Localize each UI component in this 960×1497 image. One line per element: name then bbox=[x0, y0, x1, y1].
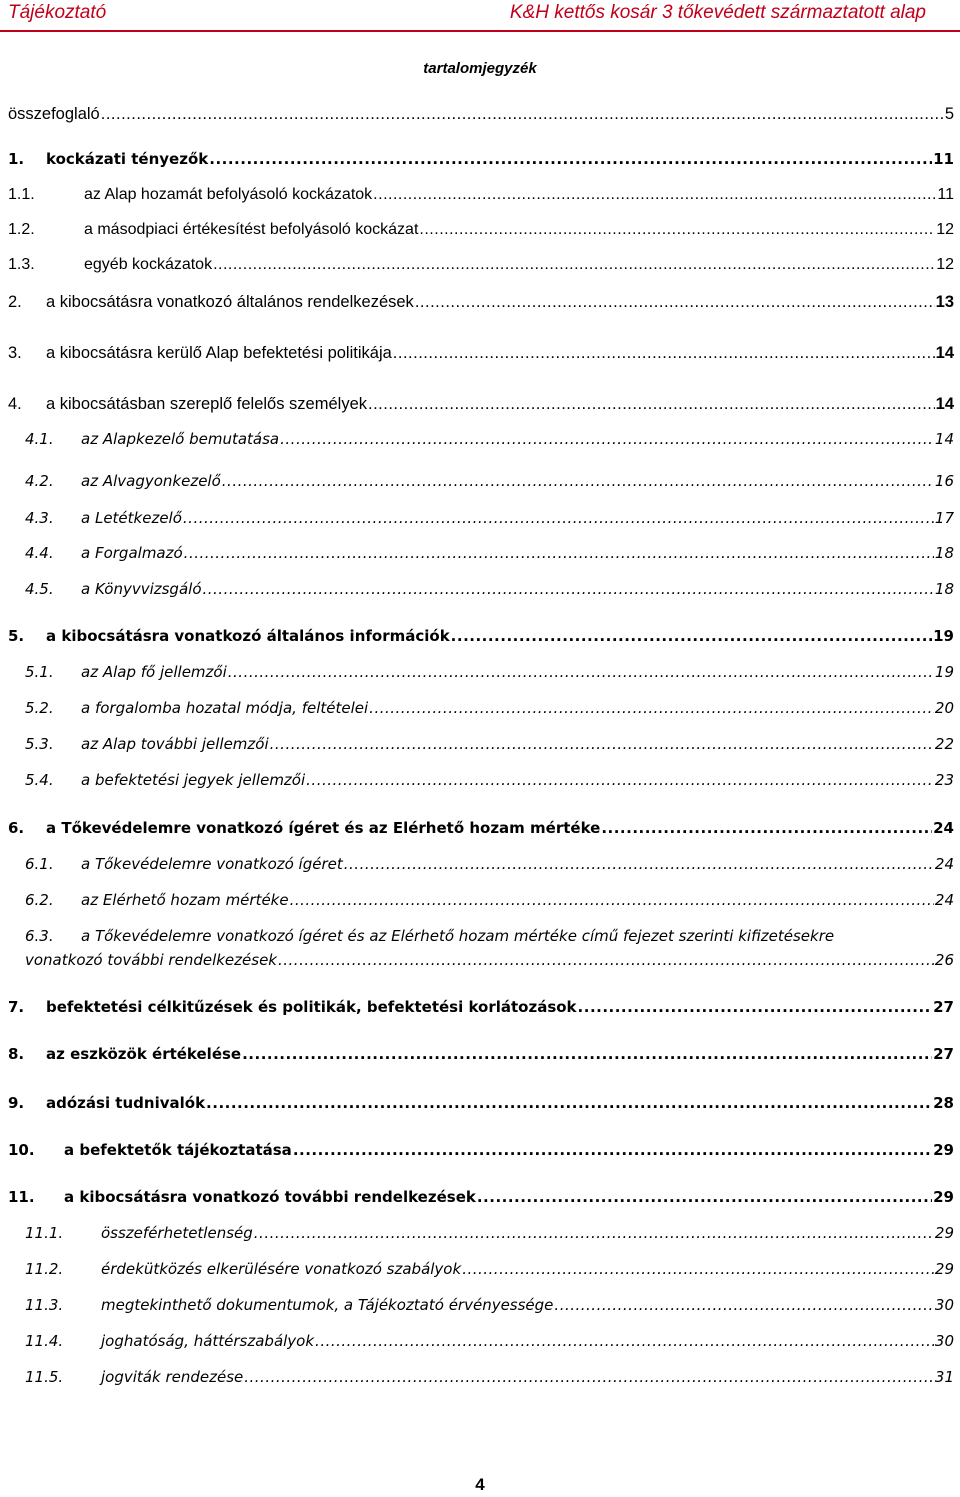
toc-entry-number: 6.1. bbox=[25, 855, 54, 873]
toc-entry-number: 6.3. bbox=[25, 927, 54, 945]
toc-entry-4-4[interactable] bbox=[8, 544, 954, 570]
toc-entry-title: befektetési célkitűzések és politikák, befektetési korlátozások bbox=[46, 998, 577, 1016]
toc-leader bbox=[601, 819, 932, 837]
toc-leader bbox=[369, 699, 934, 717]
toc-entry-title: a befektetési jegyek jellemzői bbox=[81, 771, 306, 789]
toc-entry-4-5[interactable] bbox=[8, 580, 954, 606]
toc-leader bbox=[393, 344, 935, 363]
toc-entry-title: az Alvagyonkezelő bbox=[81, 472, 221, 490]
toc-entry-number: 2. bbox=[8, 293, 22, 311]
toc-entry-page: 29 bbox=[934, 1224, 954, 1242]
toc-entry-number: 4.3. bbox=[25, 509, 54, 527]
toc-leader bbox=[101, 105, 944, 124]
toc-entry-9[interactable] bbox=[8, 1094, 954, 1120]
toc-entry-page: 28 bbox=[933, 1094, 954, 1112]
header-left-title: Tájékoztató bbox=[8, 2, 107, 23]
toc-entry-4-3[interactable] bbox=[8, 509, 954, 535]
toc-leader bbox=[228, 663, 934, 681]
toc-entry-title: adózási tudnivalók bbox=[46, 1094, 206, 1112]
header-right-title: K&H kettős kosár 3 tőkevédett származtatott alap bbox=[509, 2, 926, 23]
toc-entry-title: a kibocsátásra kerülő Alap befektetési politikája bbox=[46, 344, 392, 362]
toc-entry-4-1[interactable] bbox=[8, 430, 954, 456]
toc-entry-number: 5.3. bbox=[25, 735, 54, 753]
toc-entry-6-1[interactable] bbox=[8, 855, 954, 881]
toc-entry-title: az Alap fő jellemzői bbox=[81, 663, 227, 681]
toc-leader bbox=[578, 998, 933, 1016]
toc-leader bbox=[270, 735, 934, 753]
toc-entry-1[interactable] bbox=[8, 150, 954, 176]
toc-leader bbox=[306, 771, 934, 789]
toc-entry-title: a Könyvvizsgáló bbox=[81, 580, 202, 598]
toc-entry-number: 4.5. bbox=[25, 580, 54, 598]
toc-entry-5-1[interactable] bbox=[8, 663, 954, 689]
toc-entry-page: 14 bbox=[934, 430, 954, 448]
toc-entry-page: 14 bbox=[935, 395, 954, 413]
toc-entry-number: 11. bbox=[8, 1188, 35, 1206]
toc-entry-11-4[interactable] bbox=[8, 1332, 954, 1358]
toc-leader bbox=[293, 1141, 932, 1159]
toc-entry-number: 11.2. bbox=[25, 1260, 64, 1278]
page-number: 4 bbox=[475, 1475, 485, 1494]
toc-entry-8[interactable] bbox=[8, 1045, 954, 1071]
toc-entry-page: 27 bbox=[933, 1045, 954, 1063]
toc-entry-page: 11 bbox=[937, 186, 954, 203]
toc-entry-number: 8. bbox=[8, 1045, 25, 1063]
toc-leader bbox=[451, 627, 932, 645]
toc-leader bbox=[554, 1296, 933, 1314]
toc-entry-title: a Forgalmazó bbox=[81, 544, 183, 562]
toc-entry-page: 22 bbox=[934, 735, 954, 753]
toc-entry-title: az eszközök értékelése bbox=[46, 1045, 242, 1063]
toc-entry-6[interactable] bbox=[8, 819, 954, 845]
toc-entry-title: a kibocsátásra vonatkozó általános rendelkezések bbox=[46, 293, 414, 311]
toc-entry-title: joghatóság, háttérszabályok bbox=[101, 1332, 315, 1350]
toc-entry-number: 1.3. bbox=[8, 256, 35, 273]
toc-entry-page: 19 bbox=[933, 627, 954, 645]
toc-entry-page: 11 bbox=[933, 150, 954, 168]
toc-entry-number: 4.1. bbox=[25, 430, 54, 448]
toc-entry-page: 29 bbox=[933, 1141, 954, 1159]
toc-entry-number: 11.5. bbox=[25, 1368, 64, 1386]
toc-entry-5-4[interactable] bbox=[8, 771, 954, 797]
toc-entry-number: 9. bbox=[8, 1094, 25, 1112]
toc-leader bbox=[278, 951, 934, 969]
toc-entry-number: 4. bbox=[8, 395, 22, 413]
toc-entry-page: 16 bbox=[934, 472, 954, 490]
toc-entry-number: 3. bbox=[8, 344, 22, 362]
toc-entry-title: a befektetők tájékoztatása bbox=[64, 1141, 292, 1159]
toc-leader bbox=[254, 1224, 934, 1242]
toc-entry-title: a Letétkezelő bbox=[81, 509, 182, 527]
toc-leader bbox=[290, 891, 934, 909]
toc-entry-number: 11.1. bbox=[25, 1224, 64, 1242]
toc-entry-page: 23 bbox=[934, 771, 954, 789]
toc-leader bbox=[419, 221, 935, 239]
toc-leader bbox=[209, 150, 932, 168]
toc-entry-11-5[interactable] bbox=[8, 1368, 954, 1394]
toc-entry-page: 5 bbox=[944, 105, 954, 123]
toc-leader bbox=[280, 430, 934, 448]
toc-leader bbox=[315, 1332, 934, 1350]
toc-entry-title: egyéb kockázatok bbox=[84, 256, 213, 273]
toc-entry-page: 24 bbox=[934, 891, 954, 909]
toc-entry-2[interactable] bbox=[8, 293, 954, 319]
toc-leader bbox=[184, 544, 934, 562]
toc-entry-title: érdekütközés elkerülésére vonatkozó szabályok bbox=[101, 1260, 462, 1278]
toc-entry-11-3[interactable] bbox=[8, 1296, 954, 1322]
toc-entry-title: a forgalomba hozatal módja, feltételei bbox=[81, 699, 369, 717]
toc-entry-page: 29 bbox=[934, 1260, 954, 1278]
toc-entry-title: kockázati tényezők bbox=[46, 150, 209, 168]
toc-entry-number: 4.2. bbox=[25, 472, 54, 490]
toc-leader bbox=[206, 1094, 932, 1112]
toc-entry-3[interactable] bbox=[8, 344, 954, 370]
toc-entry-title: jogviták rendezése bbox=[101, 1368, 244, 1386]
toc-leader bbox=[242, 1045, 932, 1063]
toc-entry-title: a kibocsátásban szereplő felelős személyek bbox=[46, 395, 368, 413]
toc-entry-5-3[interactable] bbox=[8, 735, 954, 761]
toc-entry-title: a kibocsátásra vonatkozó további rendelkezések bbox=[64, 1188, 476, 1206]
toc-leader bbox=[344, 855, 934, 873]
toc-entry-number: 5.2. bbox=[25, 699, 54, 717]
toc-entry-page: 17 bbox=[934, 509, 954, 527]
toc-entry-title: az Alap további jellemzői bbox=[81, 735, 269, 753]
toc-entry-page: 12 bbox=[936, 256, 954, 273]
toc-title: tartalomjegyzék bbox=[423, 60, 537, 77]
toc-entry-title-continued: vonatkozó további rendelkezések bbox=[25, 951, 277, 969]
toc-entry-1-3[interactable] bbox=[8, 256, 954, 282]
toc-entry-page: 18 bbox=[934, 580, 954, 598]
toc-entry-number: 11.3. bbox=[25, 1296, 64, 1314]
toc-entry-title: összeférhetetlenség bbox=[101, 1224, 253, 1242]
toc-entry-11-2[interactable] bbox=[8, 1260, 954, 1286]
toc-entry-title: megtekinthető dokumentumok, a Tájékoztató érvényessége bbox=[101, 1296, 554, 1314]
toc-entry-5-2[interactable] bbox=[8, 699, 954, 725]
toc-entry-4[interactable] bbox=[8, 395, 954, 421]
toc-entry-title: a Tőkevédelemre vonatkozó ígéret és az Elérhető hozam mértéke című fejezet szerinti kifizetésekre bbox=[81, 927, 835, 945]
toc-entry-number: 10. bbox=[8, 1141, 35, 1159]
toc-entry-6-2[interactable] bbox=[8, 891, 954, 917]
toc-entry-4-2[interactable] bbox=[8, 472, 954, 498]
toc-entry-page: 19 bbox=[934, 663, 954, 681]
toc-entry-page: 26 bbox=[934, 951, 954, 969]
toc-entry-page: 14 bbox=[935, 344, 954, 362]
toc-entry-page: 27 bbox=[933, 998, 954, 1016]
toc-entry-title: a kibocsátásra vonatkozó általános információk bbox=[46, 627, 450, 645]
toc-entry-page: 24 bbox=[934, 855, 954, 873]
toc-entry-page: 30 bbox=[934, 1296, 954, 1314]
toc-entry-page: 31 bbox=[934, 1368, 954, 1386]
toc-leader bbox=[244, 1368, 934, 1386]
toc-entry-title: az Elérhető hozam mértéke bbox=[81, 891, 289, 909]
toc-leader bbox=[368, 395, 935, 414]
toc-entry-6-3[interactable] bbox=[8, 927, 954, 975]
toc-entry-title: összefoglaló bbox=[8, 105, 100, 123]
toc-entry-title: az Alap hozamát befolyásoló kockázatok bbox=[84, 186, 373, 203]
toc-leader bbox=[415, 293, 935, 312]
toc-entry-5[interactable] bbox=[8, 627, 954, 653]
toc-leader bbox=[477, 1188, 932, 1206]
toc-entry-1-1[interactable] bbox=[8, 186, 954, 212]
toc-leader bbox=[222, 472, 934, 490]
toc-entry-page: 24 bbox=[933, 819, 954, 837]
toc-entry-number: 5.4. bbox=[25, 771, 54, 789]
toc-entry-page: 13 bbox=[935, 293, 954, 311]
toc-entry-number: 6.2. bbox=[25, 891, 54, 909]
toc-entry-title: az Alapkezelő bemutatása bbox=[81, 430, 280, 448]
header-divider bbox=[0, 30, 960, 32]
toc-entry-title: a Tőkevédelemre vonatkozó ígéret és az Elérhető hozam mértéke bbox=[46, 819, 601, 837]
toc-leader bbox=[183, 509, 934, 527]
toc-entry-page: 20 bbox=[934, 699, 954, 717]
toc-entry-11-1[interactable] bbox=[8, 1224, 954, 1250]
toc-leader bbox=[462, 1260, 934, 1278]
page-header bbox=[0, 0, 960, 32]
toc-entry-number: 11.4. bbox=[25, 1332, 64, 1350]
toc-entry-page: 18 bbox=[934, 544, 954, 562]
toc-entry-11[interactable] bbox=[8, 1188, 954, 1214]
toc-entry-number: 5.1. bbox=[25, 663, 54, 681]
toc-entry-1-2[interactable] bbox=[8, 221, 954, 247]
toc-entry-number: 1.2. bbox=[8, 221, 35, 238]
toc-leader bbox=[203, 580, 934, 598]
toc-entry-number: 1.1. bbox=[8, 186, 35, 203]
toc-entry-title: a másodpiaci értékesítést befolyásoló kockázat bbox=[84, 221, 419, 238]
toc-entry-number: 6. bbox=[8, 819, 25, 837]
toc-entry-summary[interactable] bbox=[8, 105, 954, 131]
toc-entry-number: 7. bbox=[8, 998, 25, 1016]
toc-leader bbox=[213, 256, 935, 274]
toc-entry-page: 30 bbox=[934, 1332, 954, 1350]
toc-leader bbox=[373, 186, 936, 204]
toc-entry-number: 1. bbox=[8, 150, 25, 168]
toc-entry-page: 29 bbox=[933, 1188, 954, 1206]
toc-entry-page: 12 bbox=[936, 221, 954, 238]
toc-entry-10[interactable] bbox=[8, 1141, 954, 1167]
toc-entry-7[interactable] bbox=[8, 998, 954, 1024]
toc-entry-number: 5. bbox=[8, 627, 25, 645]
toc-entry-title: a Tőkevédelemre vonatkozó ígéret bbox=[81, 855, 343, 873]
toc-entry-number: 4.4. bbox=[25, 544, 54, 562]
